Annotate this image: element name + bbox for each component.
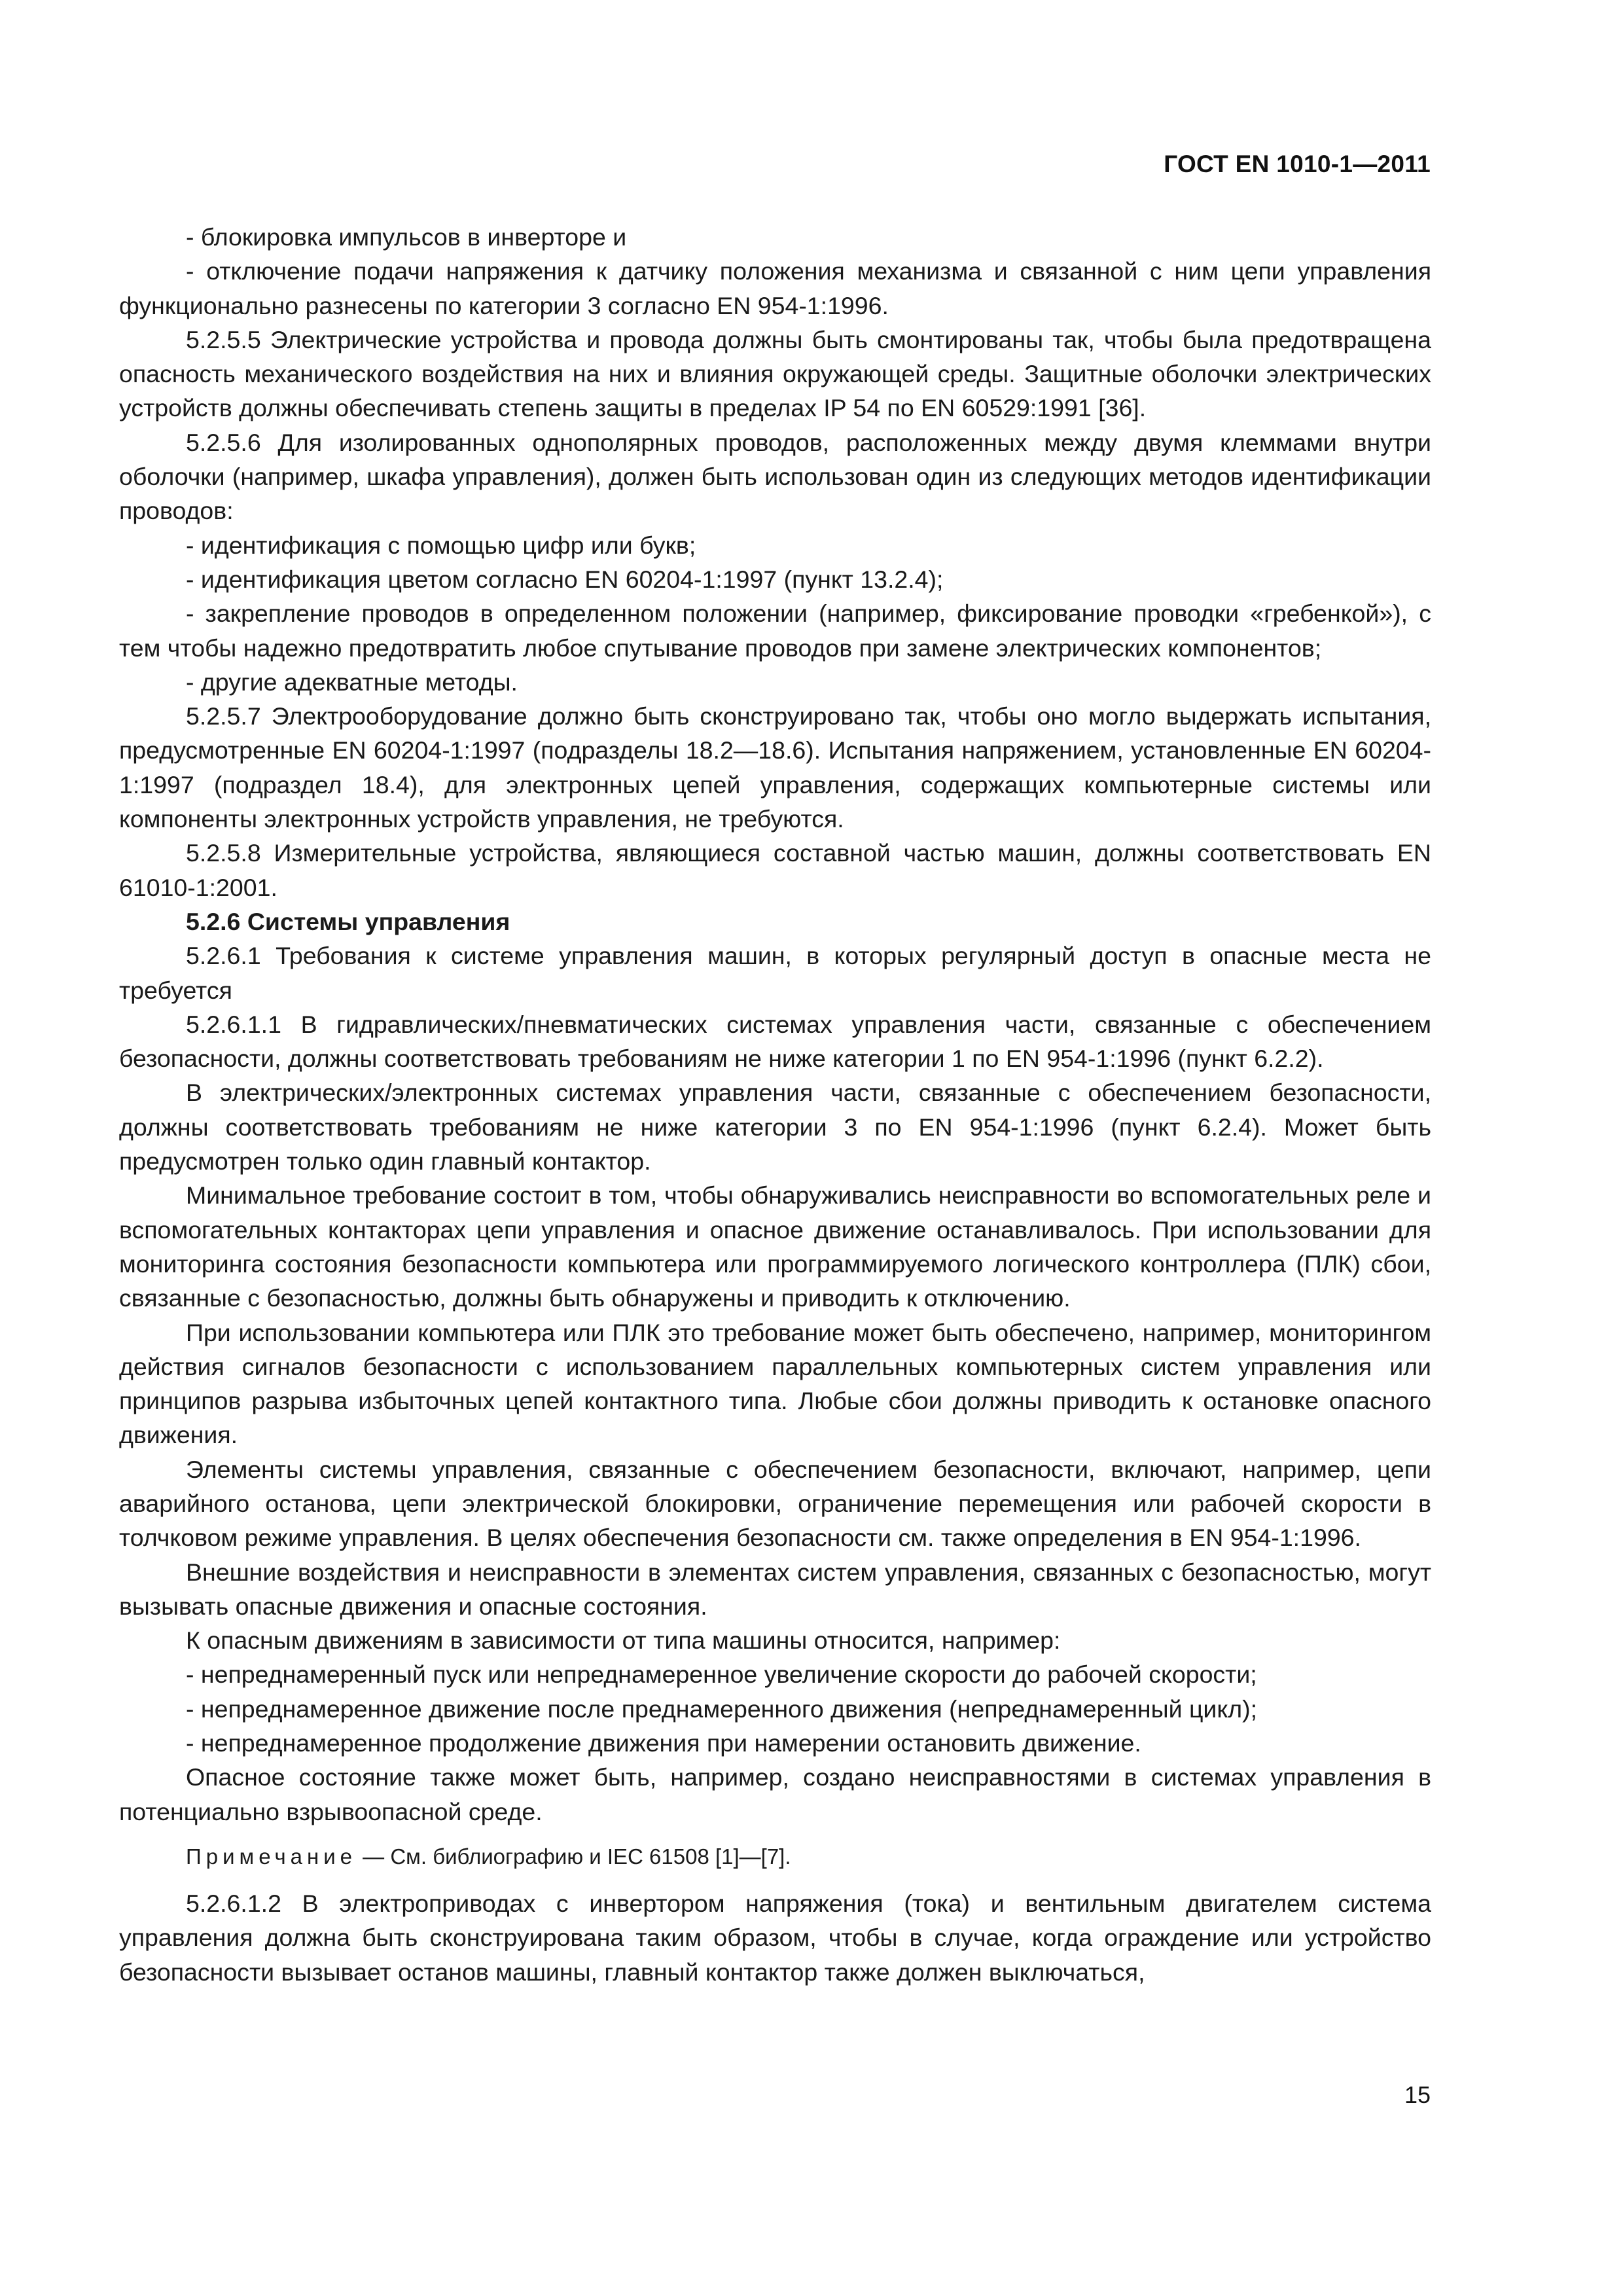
list-item: - непреднамеренный пуск или непреднамеренное увеличение скорости до рабочей скорости; — [186, 1660, 1257, 1689]
note — [119, 1842, 1431, 1872]
paragraph: При использовании компьютера или ПЛК это требование может быть обеспечено, например, мониторингом действия сигналов безопасности с использованием параллельных компьютерных систем управления или принципов разрыва избыточных цепей контактного типа. Любые сбои должны приводить к остановке опасного движения. — [119, 1318, 1431, 1449]
paragraph: Минимальное требование состоит в том, чтобы обнаруживались неисправности во вспомогательных реле и вспомогательных контакторах цепи управления и опасное движение останавливалось. При использовании для мониторинга состояния безопасности компьютера или программируемого логического контроллера (ПЛК) сбои, связанные с безопасностью, должны быть обнаружены и приводить к отключению. — [119, 1181, 1431, 1312]
list-item: - непреднамеренное продолжение движения при намерении остановить движение. — [186, 1729, 1141, 1757]
section-heading: 5.2.6 Системы управления — [186, 907, 510, 935]
page-number: 15 — [1404, 2081, 1431, 2108]
list-item: - закрепление проводов в определенном положении (например, фиксирование проводки «гребенкой»), с тем чтобы надежно предотвратить любое спутывание проводов при замене электрических компонентов; — [119, 600, 1431, 662]
paragraph: - отключение подачи напряжения к датчику положения механизма и связанной с ним цепи управления функционально разнесены по категории 3 согласно EN 954-1:1996. — [119, 257, 1431, 319]
paragraph: К опасным движениям в зависимости от типа машины относится, например: — [186, 1626, 1061, 1655]
body-text — [119, 220, 1431, 1989]
paragraph: 5.2.5.7 Электрооборудование должно быть сконструировано так, чтобы оно могло выдержать испытания, предусмотренные EN 60204-1:1997 (подразделы 18.2—18.6). Испытания напряжением, установленные EN 60204-1:1997 (подраздел 18.4), для электронных цепей управления, содержащих компьютерные системы или компоненты электронных устройств управления, не требуются. — [119, 702, 1431, 833]
paragraph: Элементы системы управления, связанные с обеспечением безопасности, включают, например, цепи аварийного останова, цепи электрической блокировки, ограничение перемещения или рабочей скорости в толчковом режиме управления. В целях обеспечения безопасности см. также определения в EN 954-1:1996. — [119, 1455, 1431, 1552]
paragraph: Внешние воздействия и неисправности в элементах систем управления, связанных с безопасностью, могут вызывать опасные движения и опасные состояния. — [119, 1558, 1431, 1620]
paragraph: 5.2.6.1.1 В гидравлических/пневматических системах управления части, связанные с обеспечением безопасности, должны соответствовать требованиям не ниже категории 1 по EN 954-1:1996 (пункт 6.2.2). — [119, 1010, 1431, 1073]
paragraph: 5.2.6.1.2 В электроприводах с инвертором напряжения (тока) и вентильным двигателем система управления должна быть сконструирована таким образом, чтобы в случае, когда ограждение или устройство безопасности вызывает останов машины, главный контактор также должен выключаться, — [119, 1889, 1431, 1986]
list-item: - идентификация цветом согласно EN 60204-1:1997 (пункт 13.2.4); — [186, 565, 944, 593]
document-identifier: ГОСТ EN 1010-1—2011 — [1164, 151, 1431, 177]
paragraph: 5.2.5.8 Измерительные устройства, являющиеся составной частью машин, должны соответствовать EN 61010-1:2001. — [119, 839, 1431, 901]
list-item: - идентификация с помощью цифр или букв; — [186, 531, 696, 559]
note-label: Примечание — [186, 1844, 357, 1869]
paragraph: 5.2.6.1 Требования к системе управления машин, в которых регулярный доступ в опасные места не требуется — [119, 942, 1431, 1004]
paragraph: Опасное состояние также может быть, например, создано неисправностями в системах управления в потенциально взрывоопасной среде. — [119, 1763, 1431, 1825]
paragraph: В электрических/электронных системах управления части, связанные с обеспечением безопасности, должны соответствовать требованиям не ниже категории 3 по EN 954-1:1996 (пункт 6.2.4). Может быть предусмотрен только один главный контактор. — [119, 1079, 1431, 1175]
paragraph: 5.2.5.6 Для изолированных однополярных проводов, расположенных между двумя клеммами внутри оболочки (например, шкафа управления), должен быть использован один из следующих методов идентификации проводов: — [119, 428, 1431, 525]
paragraph: - блокировка импульсов в инверторе и — [186, 223, 627, 251]
list-item: - непреднамеренное движение после преднамеренного движения (непреднамеренный цикл); — [186, 1695, 1257, 1723]
paragraph: 5.2.5.5 Электрические устройства и провода должны быть смонтированы так, чтобы была предотвращена опасность механического воздействия на них и влияния окружающей среды. Защитные оболочки электрических устройств должны обеспечивать степень защиты в пределах IP 54 по EN 60529:1991 [36]. — [119, 325, 1431, 422]
note-text: — См. библиографию и IEC 61508 [1]—[7]. — [357, 1844, 791, 1869]
list-item: - другие адекватные методы. — [186, 668, 518, 696]
